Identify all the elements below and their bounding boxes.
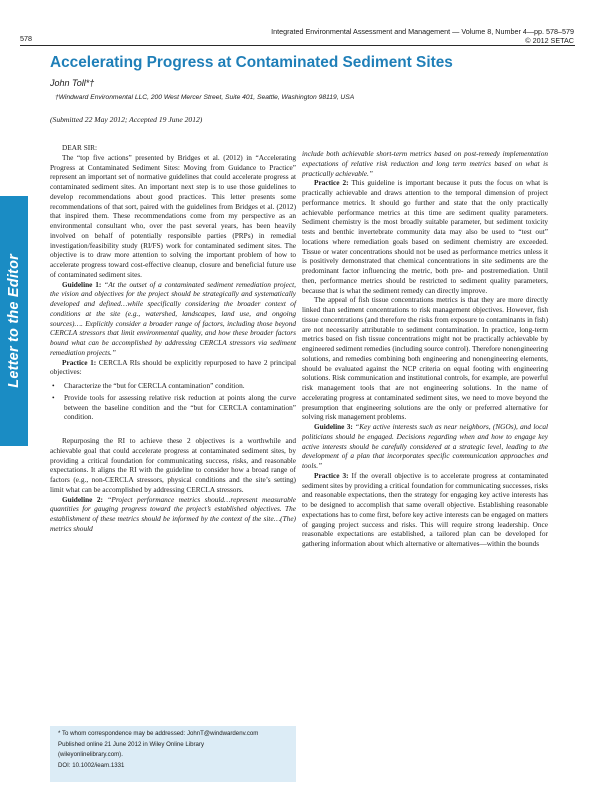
affiliation: †Windward Environmental LLC, 200 West Mercer Street, Suite 401, Seattle, Washington 98119, USA bbox=[55, 94, 355, 101]
practice-3 bbox=[302, 471, 548, 549]
guideline-label: Guideline 2: bbox=[62, 494, 103, 504]
journal-header bbox=[214, 28, 574, 45]
section-sidebar-label-wrap bbox=[0, 196, 28, 446]
doi: DOI: 10.1002/ieam.1331 bbox=[58, 761, 125, 769]
paragraph: The appeal of fish tissue concentrations metrics is that they are more directly linked than sediment concentrations to risk management objectives. However, fish tissue concentrations (and therefore the risks from exposure to contaminants in fish) are not necessarily attributable to sediment contamination. In practice, long-term metrics based on fish tissue concentrations might not be practically achievable by engineered sediment remedies (including source control). Therefore nonengineering solutions, and remedies combining both engineering and nonengineering elements, should be evaluated against the NCP criteria on equal footing with engineering solutions. Risk communication and institutional controls, for example, are powerful risk management tools that are not engineering solutions. In the name of accelerating progress at contaminated sediment sites, we need to move beyond the presumption that engineering solutions are the only or preferred alternative for solving risk management problems. bbox=[302, 295, 548, 422]
spacer bbox=[50, 426, 296, 436]
guideline-label: Guideline 1: bbox=[62, 279, 102, 289]
practice-2 bbox=[302, 178, 548, 295]
section-label: Letter to the Editor bbox=[6, 254, 22, 388]
page-number: 578 bbox=[20, 34, 32, 43]
guideline-quote: “At the outset of a contaminated sediment remediation project, the vision and objectives for the project should be strategically and systematically developed and defined…while specifically considering the broader context of conditions at the site (e.g., watershed, landscapes, land use, and ongoing sources)…. Explicitly consider a broader range of factors, including those beyond CERCLA stressors that limit environmental quality, and how these broader factors bound what can be accomplished by addressing CERCLA stressors via sediment remediation projects.” bbox=[50, 279, 296, 357]
practice-text: If the overall objective is to accelerate progress at contaminated sediment sites by providing a critical foundation for communicating successes, risks and reasonable expectations, then the strategy for engaging key active interests has to be designed to accomplish that same overall objective. Establishing reasonable expectations has to come first, before key active interests can be engaged on matters of gauging project success and risks. This will require strong leadership. Once reasonable expectations are established, a tailored plan can be developed for gathering information about which alternative or alternatives—within the bounds bbox=[302, 470, 548, 548]
copyright: © 2012 SETAC bbox=[525, 35, 574, 45]
header-rule bbox=[20, 45, 575, 46]
article-title: Accelerating Progress at Contaminated Sediment Sites bbox=[50, 54, 453, 71]
left-column bbox=[50, 143, 296, 534]
list-item: • Characterize the “but for CERCLA contamination” condition. bbox=[64, 381, 296, 391]
salutation: DEAR SIR: bbox=[62, 143, 98, 152]
practice-text: CERCLA RIs should be explicitly repurposed to have 2 principal objectives: bbox=[50, 357, 297, 377]
guideline-quote: “Key active interests such as near neighbors, (NGOs), and local politicians should be engaged. Decisions regarding when and how to engage key active interests should be carefully considered at a strategic level, leading to the development of a plan that incorporates specific communication approaches and tools.” bbox=[302, 422, 548, 470]
guideline-label: Guideline 3: bbox=[314, 422, 353, 431]
practice-label: Practice 2: bbox=[314, 178, 349, 188]
author: John Toll*† bbox=[50, 78, 95, 88]
footnote bbox=[58, 729, 294, 771]
paragraph: The “top five actions” presented by Bridges et al. (2012) in “Accelerating Progress at Contaminated Sediment Sites: Moving from Guidance to Practice” represent an important set of normative guidelines that could accelerate progress at contaminated sediment sites. An important next step is to use those guidelines to develop recommendations about good practices. This letter presents some recommendations of that sort, paired with the guidelines from Bridges et al. (2012) that inspired them. These recommendations come from my perspective as an environmental consultant who, over the past several years, has been heavily involved on behalf of potentially responsible parties (PRPs) in remedial investigation/feasibility study (RI/FS) work for contaminated sediment sites. The objective is to draw more attention to solving the important problem of how to accelerate progress toward cost-effective cleanup, closure and beneficial future use of contaminated sediment sites. bbox=[50, 152, 296, 279]
guideline-quote: “Project performance metrics should…represent measurable quantities for gauging progress toward the project’s established objectives. The establishment of these metrics should be informed by the context of the site…(The) metrics should bbox=[50, 494, 297, 533]
guideline-quote: include both achievable short-term metrics based on post-remedy implementation expectations of relative risk reduction and long term metrics based on what is practically achievable.” bbox=[302, 149, 548, 178]
practice-label: Practice 3: bbox=[314, 470, 349, 480]
guideline-3 bbox=[302, 422, 548, 471]
right-column bbox=[302, 149, 548, 549]
guideline-2-continued bbox=[302, 149, 548, 178]
guideline-1 bbox=[50, 280, 296, 358]
guideline-2 bbox=[50, 495, 296, 534]
practice-text: This guideline is important because it puts the focus on what is practically achievable and draws attention to the temporal dimension of project performance metrics. It should go further and state that the only practically achievable performance metrics at this time are sediment quality parameters. Sediment chemistry is the most broadly suitable parameter, but sediment toxicity tests and benthic invertebrate community data may also be used to “test out” locations where remediation goals based on sediment chemistry are exceeded. Tissue or water concentrations should not be used as performance metrics unless it is positively demonstrated that chemical concentrations in site sediments are the predominant factor influencing the metric, both pre- and postremediation. Until then, performance metrics should be restricted to sediment quality parameters, because that is what the sediment remedy can directly improve. bbox=[302, 178, 548, 295]
submission-dates: (Submitted 22 May 2012; Accepted 19 June 2012) bbox=[50, 115, 203, 124]
practice-label: Practice 1: bbox=[62, 357, 97, 367]
journal-citation: Integrated Environmental Assessment and Management — Volume 8, Number 4—pp. 578–579 bbox=[271, 27, 574, 36]
bullet-list bbox=[50, 381, 296, 422]
list-item: • Provide tools for assessing relative risk reduction at points along the curve between the baseline condition and the “but for CERCLA contamination” condition. bbox=[64, 393, 296, 422]
correspondence-note: * To whom correspondence may be addressed: JohnT@windwardenv.com bbox=[58, 730, 259, 737]
practice-1 bbox=[50, 358, 296, 378]
published-note: Published online 21 June 2012 in Wiley Online Library bbox=[58, 740, 205, 748]
paragraph: Repurposing the RI to achieve these 2 objectives is a worthwhile and achievable goal that could accelerate progress at contaminated sediment sites, by providing a critical foundation for communicating success, risks, and reasonable expectations. It aligns the RI with the guideline to consider how a broad range of factors (e.g., non-CERCLA stressors, physical conditions and the site’s setting) limit what can be accomplished by addressing CERCLA stressors. bbox=[50, 436, 296, 494]
library-note: (wileyonlinelibrary.com). bbox=[58, 751, 123, 759]
